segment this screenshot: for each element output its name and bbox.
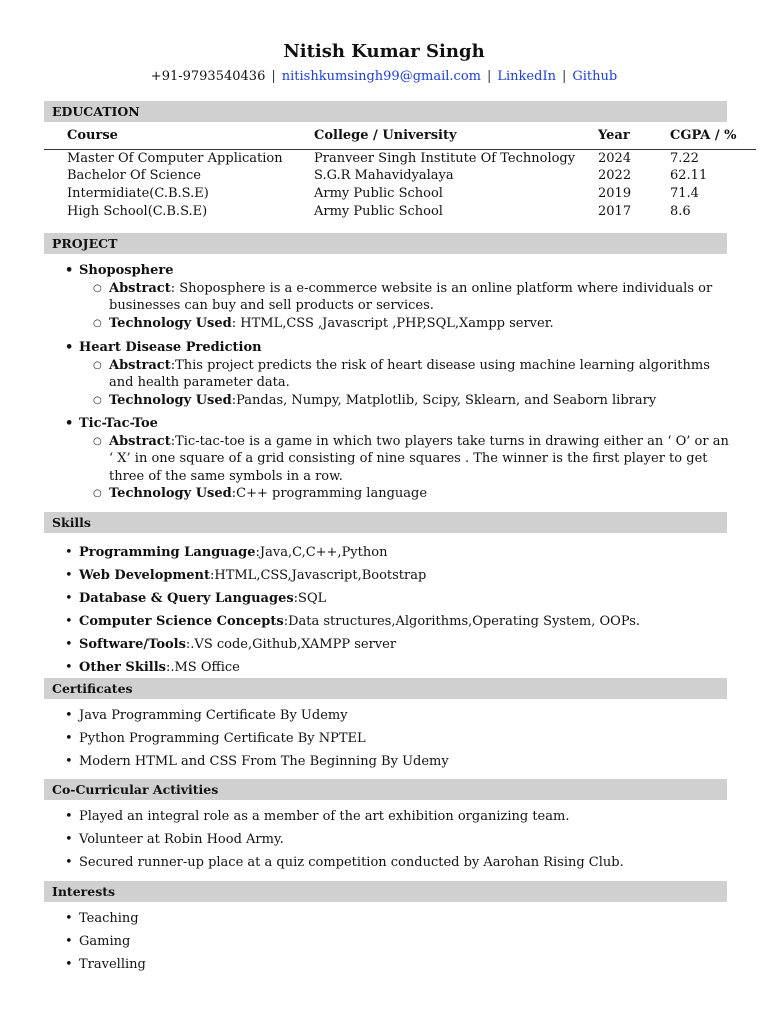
abstract-label: Abstract bbox=[109, 357, 171, 373]
list-item bbox=[79, 613, 729, 636]
list-item: • Travelling bbox=[79, 956, 729, 979]
skill-value: :.MS Office bbox=[165, 660, 240, 675]
list-item: • Gaming bbox=[79, 933, 729, 956]
list-item: • Secured runner-up place at a quiz competition conducted by Aarohan Rising Club. bbox=[79, 854, 729, 877]
list-item bbox=[79, 544, 729, 567]
list-item: • Python Programming Certificate By NPTEL bbox=[79, 730, 729, 753]
cell-year: 2019 bbox=[598, 186, 632, 201]
cell-college: Army Public School bbox=[314, 186, 443, 201]
skill-label: Programming Language bbox=[79, 545, 256, 560]
project-abstract bbox=[109, 280, 729, 315]
tech-text: :C++ programming language bbox=[231, 486, 428, 501]
list-item: • Played an integral role as a member of the art exhibition organizing team. bbox=[79, 808, 729, 831]
list-item: • Teaching bbox=[79, 910, 729, 933]
tech-label: Technology Used bbox=[109, 392, 232, 408]
cell-year: 2022 bbox=[598, 168, 632, 183]
skill-value: :Java,C,C++,Python bbox=[255, 545, 388, 560]
interests-heading: Interests bbox=[44, 881, 727, 902]
project-item bbox=[79, 262, 729, 332]
col-college: College / University bbox=[314, 128, 457, 143]
abstract-text: :Tic-tac-toe is a game in which two players take turns in drawing either an ‘ O’ or an ‘ X’ in one square of a grid consisting of nine squares . The winner is the first player to get three of the same symbols in a row. bbox=[109, 433, 729, 484]
project-abstract bbox=[109, 433, 729, 486]
contact-line bbox=[0, 69, 768, 84]
list-item: • Modern HTML and CSS From The Beginning By Udemy bbox=[79, 753, 729, 776]
phone-number: +91-9793540436 bbox=[150, 69, 266, 84]
certificates-heading: Certificates bbox=[44, 678, 727, 699]
cell-college: Pranveer Singh Institute Of Technology bbox=[314, 151, 576, 166]
separator: | bbox=[561, 69, 567, 84]
separator: | bbox=[271, 69, 276, 84]
linkedin-link[interactable]: LinkedIn bbox=[497, 69, 556, 84]
table-row bbox=[44, 168, 756, 185]
abstract-text: :This project predicts the risk of heart disease using machine learning algorithms and health parameter data. bbox=[109, 357, 710, 390]
skills-heading: Skills bbox=[44, 512, 727, 533]
skill-label: Software/Tools bbox=[79, 637, 186, 652]
skill-value: :SQL bbox=[293, 591, 327, 606]
skill-value: :HTML,CSS,Javascript,Bootstrap bbox=[209, 568, 427, 583]
skill-value: :Data structures,Algorithms,Operating System, OOPs. bbox=[283, 614, 641, 629]
cell-cgpa: 8.6 bbox=[670, 204, 691, 219]
cell-course: Bachelor Of Science bbox=[67, 168, 201, 183]
skill-label: Database & Query Languages bbox=[79, 591, 294, 606]
abstract-text: : Shoposphere is a e-commerce website is an online platform where individuals or businesses can buy and sell products or services. bbox=[109, 280, 713, 313]
project-title: • Tic-Tac-Toe bbox=[79, 415, 729, 433]
cocurricular-list bbox=[79, 808, 729, 877]
skill-label: Other Skills bbox=[79, 660, 166, 675]
abstract-label: Abstract bbox=[109, 433, 171, 449]
list-item: • Java Programming Certificate By Udemy bbox=[79, 707, 729, 730]
abstract-label: Abstract bbox=[109, 280, 171, 296]
cell-college: S.G.R Mahavidyalaya bbox=[314, 168, 454, 183]
table-row bbox=[44, 151, 756, 168]
project-title: • Shoposphere bbox=[79, 262, 729, 280]
tech-label: Technology Used bbox=[109, 315, 232, 331]
project-tech bbox=[109, 392, 729, 410]
cell-cgpa: 7.22 bbox=[670, 151, 699, 166]
cell-course: High School(C.B.S.E) bbox=[67, 204, 208, 219]
table-row bbox=[44, 186, 756, 203]
education-heading: EDUCATION bbox=[44, 101, 727, 122]
col-cgpa: CGPA / % bbox=[670, 128, 737, 143]
cell-cgpa: 71.4 bbox=[670, 186, 699, 201]
tech-text: : HTML,CSS ,Javascript ,PHP,SQL,Xampp server. bbox=[231, 315, 554, 331]
cell-year: 2017 bbox=[598, 204, 632, 219]
project-abstract bbox=[109, 357, 729, 392]
skill-value: :.VS code,Github,XAMPP server bbox=[185, 637, 397, 652]
skill-label: Web Development bbox=[79, 568, 210, 583]
list-item: • Volunteer at Robin Hood Army. bbox=[79, 831, 729, 854]
certificates-list bbox=[79, 707, 729, 776]
email-link[interactable]: nitishkumsingh99@gmail.com bbox=[281, 69, 481, 84]
github-link[interactable]: Github bbox=[572, 69, 618, 84]
table-row bbox=[44, 204, 756, 221]
cocurricular-heading: Co-Curricular Activities bbox=[44, 779, 727, 800]
cell-cgpa: 62.11 bbox=[670, 168, 708, 183]
skill-label: Computer Science Concepts bbox=[79, 614, 284, 629]
list-item bbox=[79, 636, 729, 659]
project-tech bbox=[109, 315, 729, 333]
project-item bbox=[79, 339, 729, 409]
separator: | bbox=[487, 69, 492, 84]
skills-list bbox=[79, 544, 729, 682]
list-item bbox=[79, 590, 729, 613]
list-item bbox=[79, 567, 729, 590]
interests-list bbox=[79, 910, 729, 979]
cell-course: Master Of Computer Application bbox=[67, 151, 283, 166]
cell-college: Army Public School bbox=[314, 204, 443, 219]
project-tech bbox=[109, 485, 729, 503]
cell-year: 2024 bbox=[598, 151, 632, 166]
tech-label: Technology Used bbox=[109, 486, 232, 501]
cell-course: Intermidiate(C.B.S.E) bbox=[67, 186, 209, 201]
education-table-header bbox=[44, 128, 756, 150]
project-item bbox=[79, 415, 729, 503]
project-title: • Heart Disease Prediction bbox=[79, 339, 729, 357]
col-year: Year bbox=[598, 128, 630, 143]
col-course: Course bbox=[67, 128, 118, 143]
tech-text: :Pandas, Numpy, Matplotlib, Scipy, Sklearn, and Seaborn library bbox=[231, 392, 657, 408]
candidate-name: Nitish Kumar Singh bbox=[283, 41, 485, 62]
project-heading: PROJECT bbox=[44, 233, 727, 254]
